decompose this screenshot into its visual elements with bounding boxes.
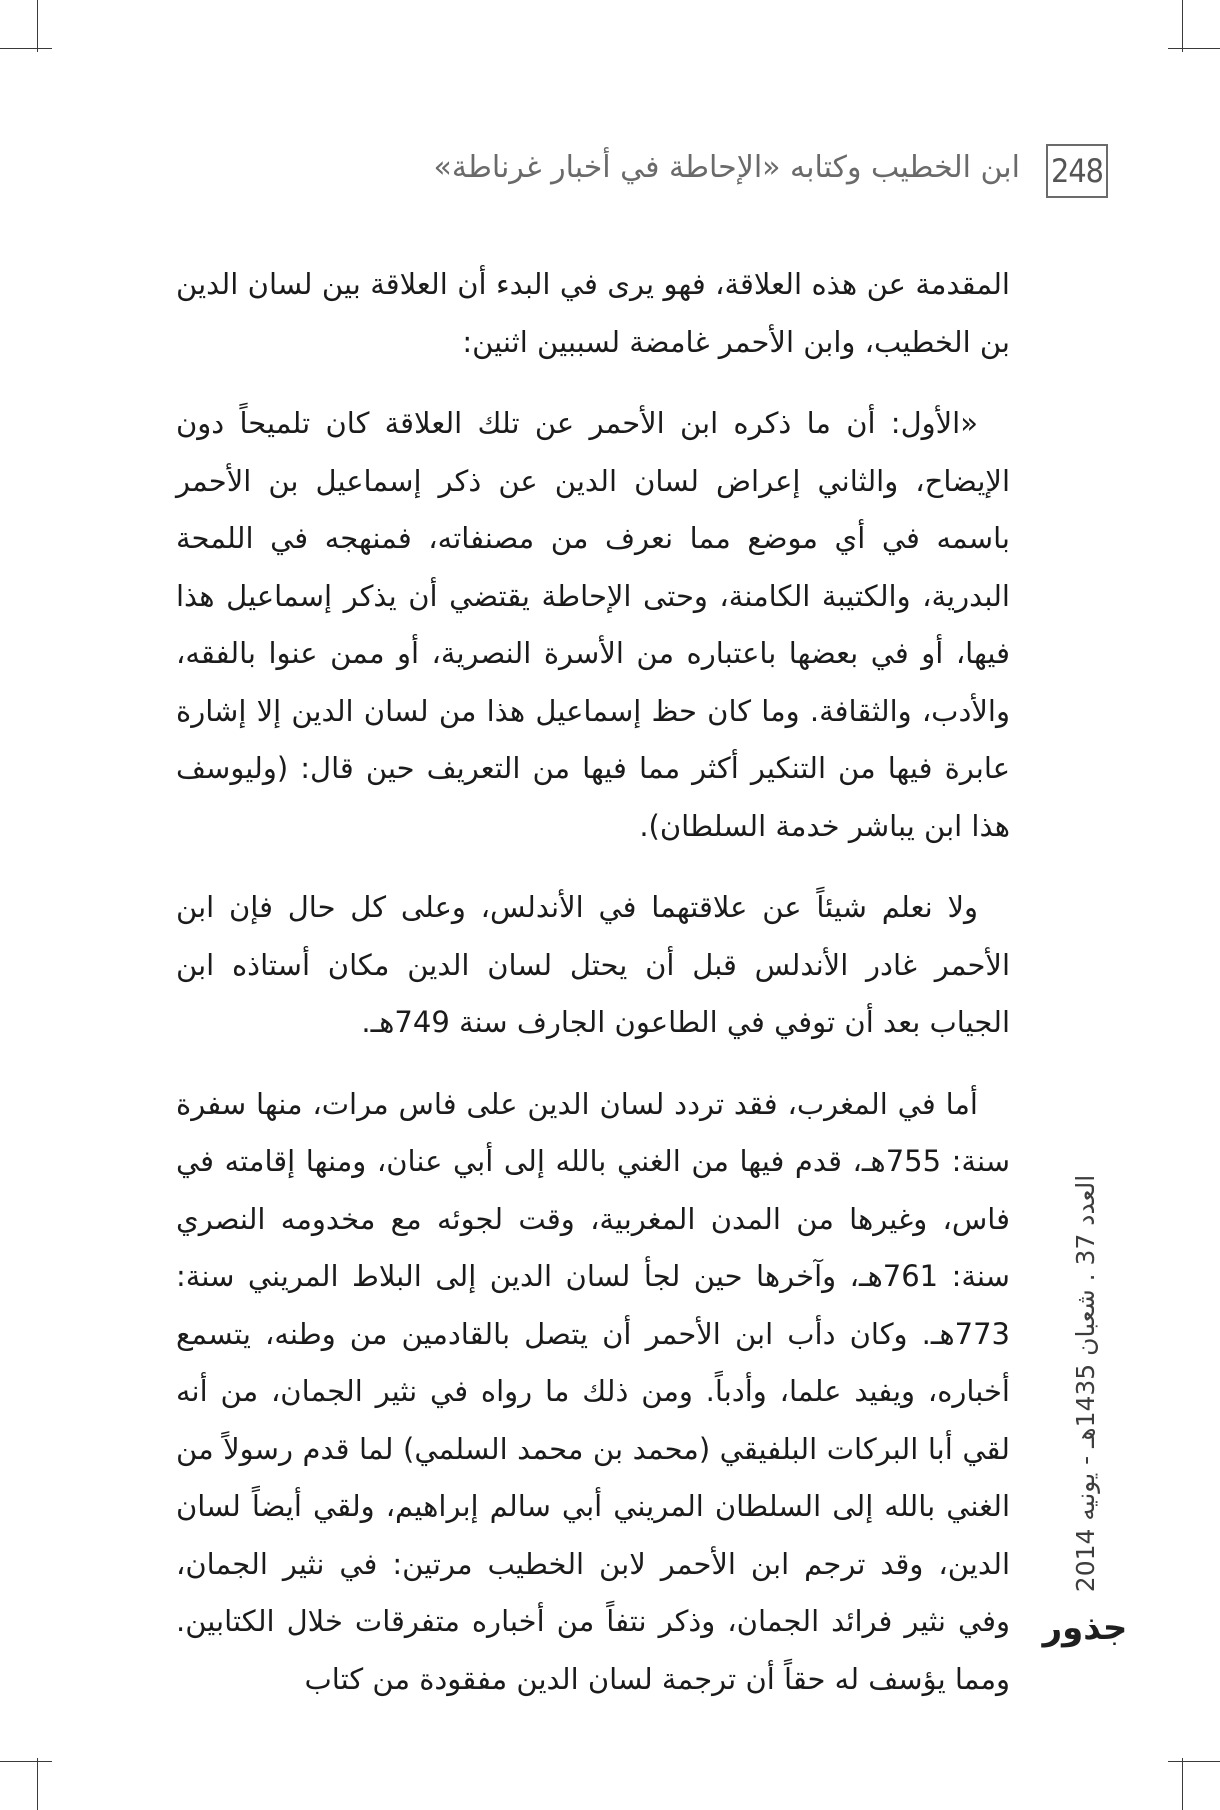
crop-mark: [1168, 1761, 1220, 1762]
crop-mark: [0, 48, 52, 49]
running-title: ابن الخطيب وكتابه «الإحاطة في أخبار غرناطة»: [433, 150, 1020, 185]
paragraph: أما في المغرب، فقد تردد لسان الدين على فاس مرات، منها سفرة سنة: 755هـ، قدم فيها من الغني بالله إلى أبي عنان، ومنها إقامته في فاس، وغيرها من المدن المغربية، وقت لجوئه مع مخدومه النصري سنة: 761هـ، وآخرها حين لجأ لسان الدين إلى البلاط المريني سنة: 773هـ. وكان دأب ابن الأحمر أن يتصل بالقادمين من وطنه، يتسمع أخباره، ويفيد علما، وأدباً. ومن ذلك ما رواه في نثير الجمان، من أنه لقي أبا البركات البلفيقي (محمد بن محمد السلمي) لما قدم رسولاً من الغني بالله إلى السلطان المريني أبي سالم إبراهيم، ولقي أيضاً لسان الدين، وقد ترجم ابن الأحمر لابن الخطيب مرتين: في نثير الجمان، وفي نثير فرائد الجمان، وذكر نتفاً من أخباره متفرقات خلال الكتابين. ومما يؤسف له حقاً أن ترجمة لسان الدين مفقودة من كتاب: [176, 1086, 1010, 1696]
paragraph: المقدمة عن هذه العلاقة، فهو يرى في البدء أن العلاقة بين لسان الدين بن الخطيب، وابن الأحمر غامضة لسببين اثنين:: [176, 267, 1010, 359]
crop-mark: [1168, 48, 1220, 49]
crop-mark: [37, 0, 38, 52]
journal-logo: جذور: [1042, 1608, 1128, 1648]
issue-info: [1066, 1168, 1106, 1598]
crop-mark: [1182, 0, 1183, 52]
paragraph: ولا نعلم شيئاً عن علاقتهما في الأندلس، وعلى كل حال فإن ابن الأحمر غادر الأندلس قبل أن يحتل لسان الدين مكان أستاذه ابن الجياب بعد أن توفي في الطاعون الجارف سنة 749هـ.: [176, 890, 1010, 1039]
issue-line: العدد 37 . شعبان 1435هـ - يونيه 2014: [1071, 1174, 1101, 1592]
paragraph: «الأول: أن ما ذكره ابن الأحمر عن تلك العلاقة كان تلميحاً دون الإيضاح، والثاني إعراض لسان الدين عن ذكر إسماعيل بن الأحمر باسمه في أي موضع مما نعرف من مصنفاته، فمنهجه في اللمحة البدرية، والكتيبة الكامنة، وحتى الإحاطة يقتضي أن يذكر إسماعيل هذا فيها، أو في بعضها باعتباره من الأسرة النصرية، أو ممن عنوا بالفقه، والأدب، والثقافة. وما كان حظ إسماعيل هذا من لسان الدين إلا إشارة عابرة فيها من التنكير أكثر مما فيها من التعريف حين قال: (وليوسف هذا ابن يباشر خدمة السلطان).: [176, 406, 1010, 843]
crop-mark: [1182, 1758, 1183, 1810]
page-number: 248: [1046, 144, 1108, 198]
crop-mark: [37, 1758, 38, 1810]
crop-mark: [0, 1761, 52, 1762]
article-body: [176, 256, 1010, 1732]
